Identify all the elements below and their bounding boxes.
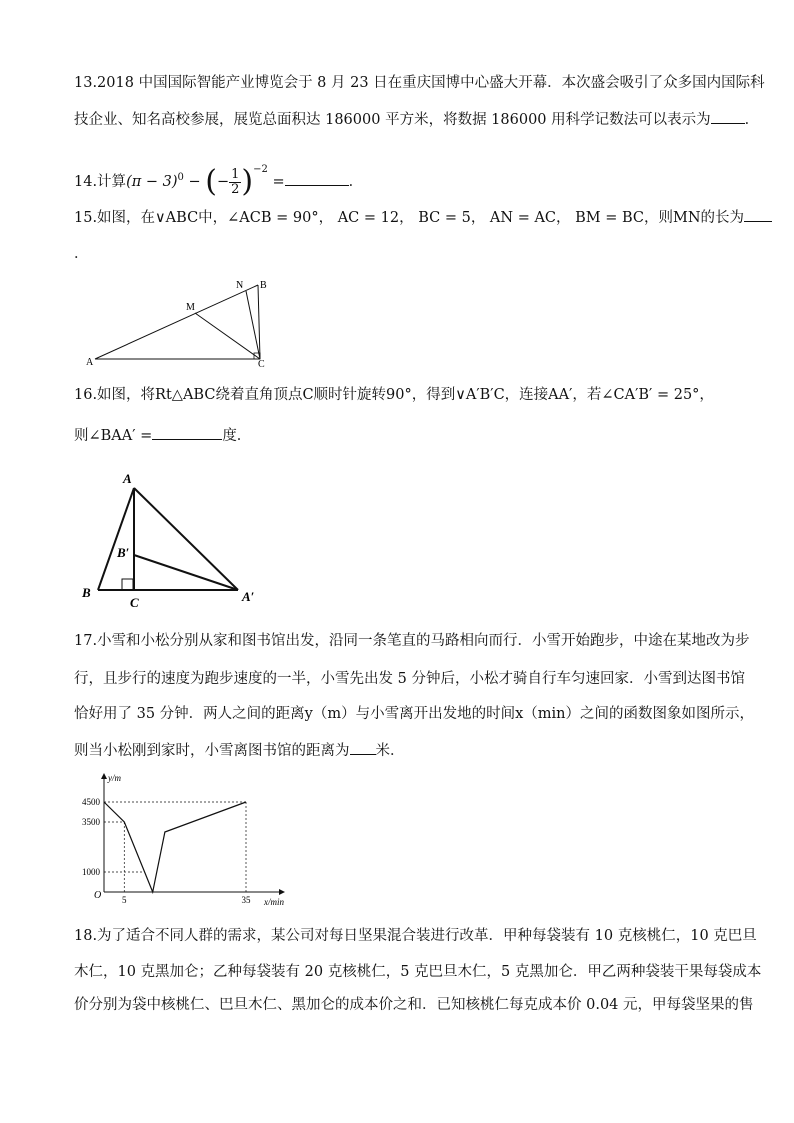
q16-label-Bprime: B′ [117,545,130,560]
q13-end: ． [744,112,760,128]
q14-equals: = [272,174,285,190]
y-axis-label: y/m [108,773,121,783]
q16-seg-AAprime [134,488,238,590]
q17-line1: 17.小雪和小松分别从家和图书馆出发，沿同一条笔直的马路相向而行．小雪开始跑步，中途在某地改为步 [74,633,750,649]
q18-line3: 价分别为袋中核桃仁、巴旦木仁、黑加仑的成本价之和．已知核桃仁每克成本价 0.04 元，甲每袋坚果的售 [74,997,754,1013]
q15-label-M: M [186,302,195,313]
q17-line4 [74,740,405,761]
q13-line2 [74,109,759,130]
q16-label-C: C [130,595,139,610]
series-line [104,802,246,892]
q15-seg-MC [195,313,260,359]
q15-label-A: A [86,357,94,367]
q15-line1-text: 15.如图，在∨ABC中，∠ACB = 90°， AC = 12， BC = 5， AN = AC， BM = BC，则MN的长为 [74,210,745,226]
q13-line2-text: 技企业、知名高校参展，展览总面积达 186000 平方米，将数据 186000 用科学记数法可以表示为 [74,112,711,128]
q14-exp2: −2 [253,164,268,175]
y-tick-label-4500: 4500 [82,797,100,807]
y-tick-label-3500: 3500 [82,817,100,827]
q14-base: (π − 3) [126,174,178,190]
q16-label-A: A [123,471,132,486]
q14-paren-right: ) [241,164,254,199]
q14-answer-blank [285,171,349,186]
q15-figure [84,275,274,367]
q16-label-B: B [82,585,91,600]
q14-prefix: 14.计算 [74,174,127,190]
q14-fraction [229,168,241,197]
q16-figure [78,466,268,614]
y-tick-label-1000: 1000 [82,867,100,877]
q13-answer-blank [711,109,745,124]
q15-answer-blank [744,207,772,222]
q17-line3: 恰好用了 35 分钟．两人之间的距离y（m）与小雪离开出发地的时间x（min）之间的函数图象如图所示， [74,706,755,722]
x-axis-label: x/min [264,897,284,907]
q16-line1: 16.如图，将Rt△ABC绕着直角顶点C顺时针旋转90°，得到∨A′B′C，连接AA′，若∠CA′B′ = 25°， [74,387,714,403]
x-tick-label-5: 5 [122,895,127,905]
q16-line2-pre: 则∠BAA′ = [74,428,153,444]
q15-label-N: N [236,280,244,291]
q14-frac-num: 1 [231,166,240,182]
q16-label-Aprime: A′ [242,589,255,604]
q16-seg-BprimeAprime [134,555,238,590]
q17-line4-post: 米． [375,743,405,759]
x-tick-label-35: 35 [241,895,251,905]
q14-frac-den: 2 [231,181,240,197]
q14-exp0: 0 [177,172,184,184]
q14-neg-sign: − [216,174,230,190]
q13-line1: 13.2018 中国国际智能产业博览会于 8 月 23 日在重庆国博中心盛大开幕．本次盛会吸引了众多国内国际科 [74,75,765,91]
q17-chart [74,770,304,908]
q18-line1: 18.为了适合不同人群的需求，某公司对每日坚果混合装进行改革．甲种每袋装有 10 克核桃仁，10 克巴旦 [74,928,757,944]
q15-label-B: B [260,280,267,291]
q15-line1 [74,207,772,228]
q15-seg-BC [258,285,260,359]
q14-paren-left: ( [205,164,217,199]
q16-line2 [74,425,251,446]
q16-answer-blank [152,425,222,440]
q14-line [74,150,363,202]
q17-line2: 行，且步行的速度为跑步速度的一半，小雪先出发 5 分钟后，小松才骑自行车匀速回家．小雪到达图书馆 [74,671,745,687]
q16-seg-BA [98,488,134,590]
q16-right-angle [122,579,133,590]
q14-minus: − [188,174,201,190]
q14-end: ． [348,174,364,190]
q15-line2: ． [74,246,89,262]
q16-line2-post: 度． [222,428,252,444]
q15-label-C: C [258,359,265,367]
q15-seg-AB [95,285,258,359]
q18-line2: 木仁，10 克黑加仑；乙种每袋装有 20 克核桃仁，5 克巴旦木仁，5 克黑加仑．甲乙两种袋装干果每袋成本 [74,964,762,980]
q15-seg-NC [246,291,260,359]
origin-label: O [94,890,102,901]
q17-line4-pre: 则当小松刚到家时，小雪离图书馆的距离为 [74,743,350,759]
q17-answer-blank [350,740,376,755]
